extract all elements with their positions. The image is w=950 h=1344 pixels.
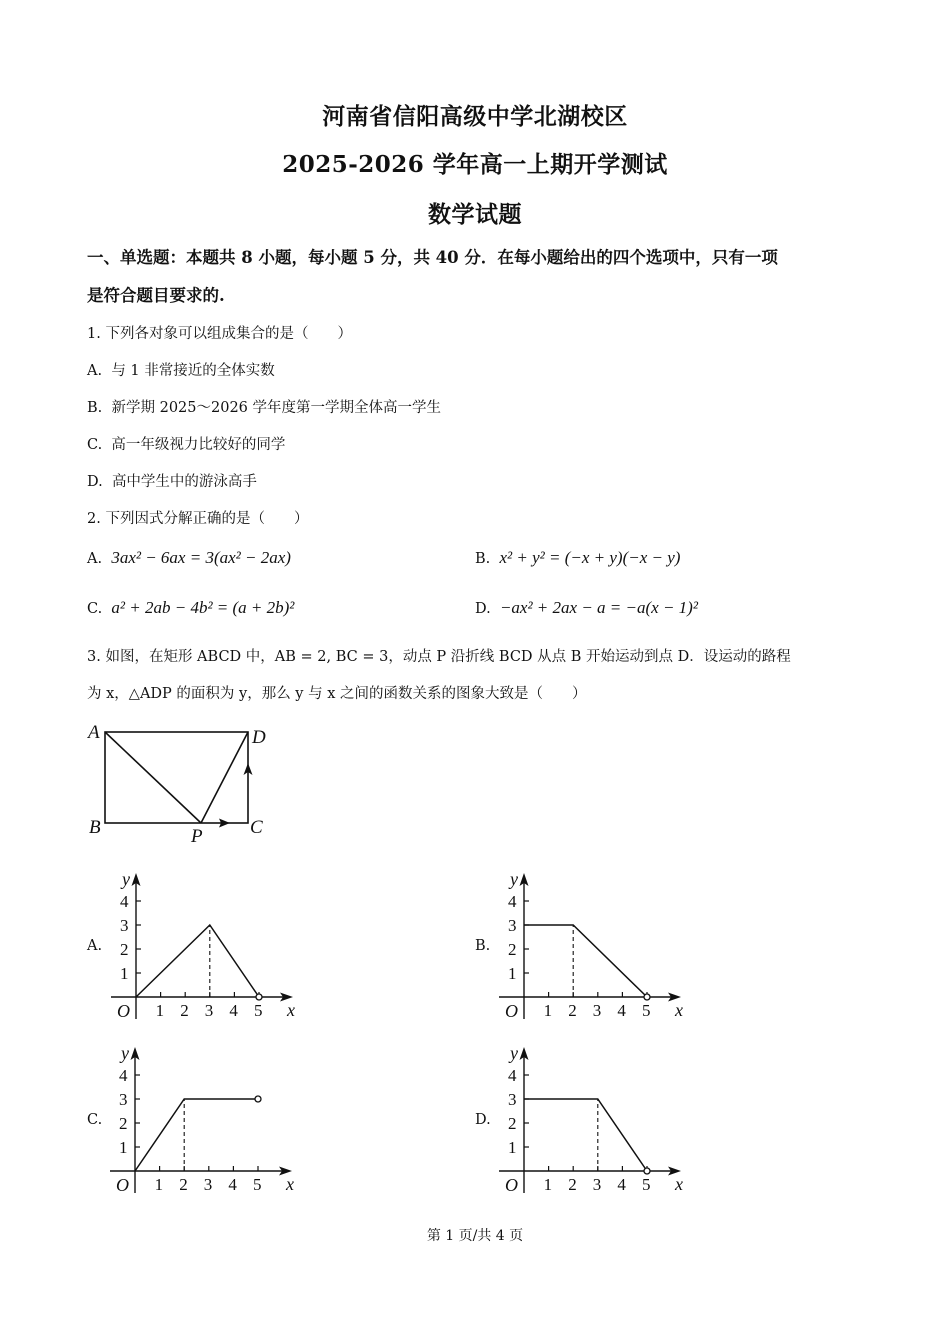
y-axis-label: y: [122, 869, 130, 889]
q2-option-b: [475, 548, 680, 568]
y-tick-label: 1: [508, 1138, 517, 1157]
q3-option-b-label: B.: [475, 938, 491, 954]
q2-option-d: [475, 598, 698, 618]
y-tick-label: 1: [119, 1138, 128, 1157]
y-tick-label: 4: [508, 892, 517, 911]
q1-option-a: [87, 359, 275, 380]
option-formula: −ax² + 2ax − a = −a(x − 1)²: [499, 598, 698, 617]
option-label: A.: [87, 551, 103, 567]
vertex-p: P: [191, 826, 203, 847]
y-tick-label: 1: [120, 964, 129, 983]
y-axis-label: y: [510, 869, 518, 889]
q3-stem-line1: 3. 如图，在矩形 ABCD 中，AB = 2, BC = 3，动点 P 沿折线 BCD 从点 B 开始运动到点 D．设运动的路程: [87, 649, 791, 665]
page-number: 第 1 页/共 4 页: [426, 1228, 524, 1244]
function-line: [524, 1099, 647, 1171]
section-heading-line2: 是符合题目要求的.: [87, 286, 225, 305]
open-endpoint-icon: [256, 994, 262, 1000]
vertex-a: A: [88, 722, 100, 743]
y-tick-label: 4: [508, 1066, 517, 1085]
option-label: B.: [475, 551, 491, 567]
option-label: D.: [87, 474, 103, 490]
option-label: C.: [87, 601, 103, 617]
x-tick-label: 4: [228, 1175, 237, 1194]
x-tick-label: 1: [543, 1175, 553, 1194]
x-tick-label: 5: [642, 1175, 651, 1194]
option-label: C.: [87, 437, 103, 453]
q2-option-a: [87, 548, 291, 568]
x-axis-label: x: [286, 1174, 294, 1194]
option-text: 高中学生中的游泳高手: [111, 474, 257, 490]
origin-label: O: [505, 1001, 518, 1021]
y-tick-label: 3: [119, 1090, 128, 1109]
function-line: [524, 925, 647, 997]
x-tick-label: 3: [203, 1175, 213, 1194]
option-formula: 3ax² − 6ax = 3(ax² − 2ax): [111, 548, 291, 567]
vertex-d: D: [252, 727, 266, 748]
section-heading-line1: 一、单选题：本题共 8 小题，每小题 5 分，共 40 分．在每小题给出的四个选项中，只有一项: [87, 248, 778, 267]
y-tick-label: 3: [120, 916, 129, 935]
y-tick-label: 4: [119, 1066, 128, 1085]
x-tick-label: 1: [154, 1175, 164, 1194]
y-tick-label: 3: [508, 916, 517, 935]
x-tick-label: 2: [568, 1175, 577, 1194]
school-title: 河南省信阳高级中学北湖校区: [322, 103, 628, 130]
graph-option-a: [86, 867, 301, 1032]
x-tick-label: 3: [592, 1001, 602, 1020]
option-label: A.: [87, 363, 103, 379]
x-tick-label: 2: [179, 1175, 188, 1194]
x-axis-label: x: [675, 1174, 683, 1194]
graph-option-d: [474, 1041, 689, 1206]
graph-option-c: [85, 1041, 300, 1206]
origin-label: O: [116, 1175, 129, 1195]
q2-stem: 2. 下列因式分解正确的是（ ）: [87, 511, 309, 527]
x-tick-label: 5: [254, 1001, 263, 1020]
q2-option-c: [87, 598, 294, 618]
option-text: 与 1 非常接近的全体实数: [111, 363, 275, 379]
subject-title: 数学试题: [428, 201, 522, 228]
x-tick-label: 2: [180, 1001, 189, 1020]
y-tick-label: 1: [508, 964, 517, 983]
function-line: [136, 925, 259, 997]
y-tick-label: 2: [119, 1114, 128, 1133]
option-label: B.: [87, 400, 103, 416]
q3-stem-line2: 为 x，△ADP 的面积为 y，那么 y 与 x 之间的函数关系的图象大致是（ ）: [87, 686, 587, 702]
y-tick-label: 4: [120, 892, 129, 911]
q1-option-c: [87, 433, 285, 454]
x-tick-label: 3: [204, 1001, 214, 1020]
option-formula: x² + y² = (−x + y)(−x − y): [499, 548, 681, 567]
option-label: D.: [475, 601, 491, 617]
origin-label: O: [117, 1001, 130, 1021]
vertex-b: B: [89, 817, 101, 838]
rectangle-figure: [80, 715, 280, 850]
option-text: 新学期 2025～2026 学年度第一学期全体高一学生: [111, 400, 442, 416]
q1-option-b: [87, 396, 441, 417]
x-tick-label: 1: [155, 1001, 165, 1020]
y-tick-label: 2: [120, 940, 129, 959]
y-tick-label: 3: [508, 1090, 517, 1109]
open-endpoint-icon: [644, 1168, 650, 1174]
exam-title: 2025-2026 学年高一上期开学测试: [282, 151, 668, 178]
x-tick-label: 2: [568, 1001, 577, 1020]
open-endpoint-icon: [644, 994, 650, 1000]
graph-option-b: [474, 867, 689, 1032]
y-axis-label: y: [121, 1043, 129, 1063]
y-tick-label: 2: [508, 1114, 517, 1133]
q1-stem: 1. 下列各对象可以组成集合的是（ ）: [87, 326, 352, 342]
option-formula: a² + 2ab − 4b² = (a + 2b)²: [111, 598, 295, 617]
function-line: [135, 1099, 258, 1171]
origin-label: O: [505, 1175, 518, 1195]
y-tick-label: 2: [508, 940, 517, 959]
q3-option-a-label: A.: [87, 938, 103, 954]
x-tick-label: 4: [617, 1175, 626, 1194]
y-axis-label: y: [510, 1043, 518, 1063]
q1-option-d: [87, 470, 257, 491]
x-tick-label: 5: [253, 1175, 262, 1194]
x-tick-label: 5: [642, 1001, 651, 1020]
x-tick-label: 4: [617, 1001, 626, 1020]
x-tick-label: 1: [543, 1001, 553, 1020]
open-endpoint-icon: [255, 1096, 261, 1102]
q3-option-d-label: D.: [475, 1112, 491, 1128]
x-tick-label: 3: [592, 1175, 602, 1194]
x-axis-label: x: [675, 1000, 683, 1020]
option-text: 高一年级视力比较好的同学: [111, 437, 286, 453]
vertex-c: C: [250, 817, 263, 838]
x-tick-label: 4: [229, 1001, 238, 1020]
x-axis-label: x: [287, 1000, 295, 1020]
q3-option-c-label: C.: [87, 1112, 103, 1128]
